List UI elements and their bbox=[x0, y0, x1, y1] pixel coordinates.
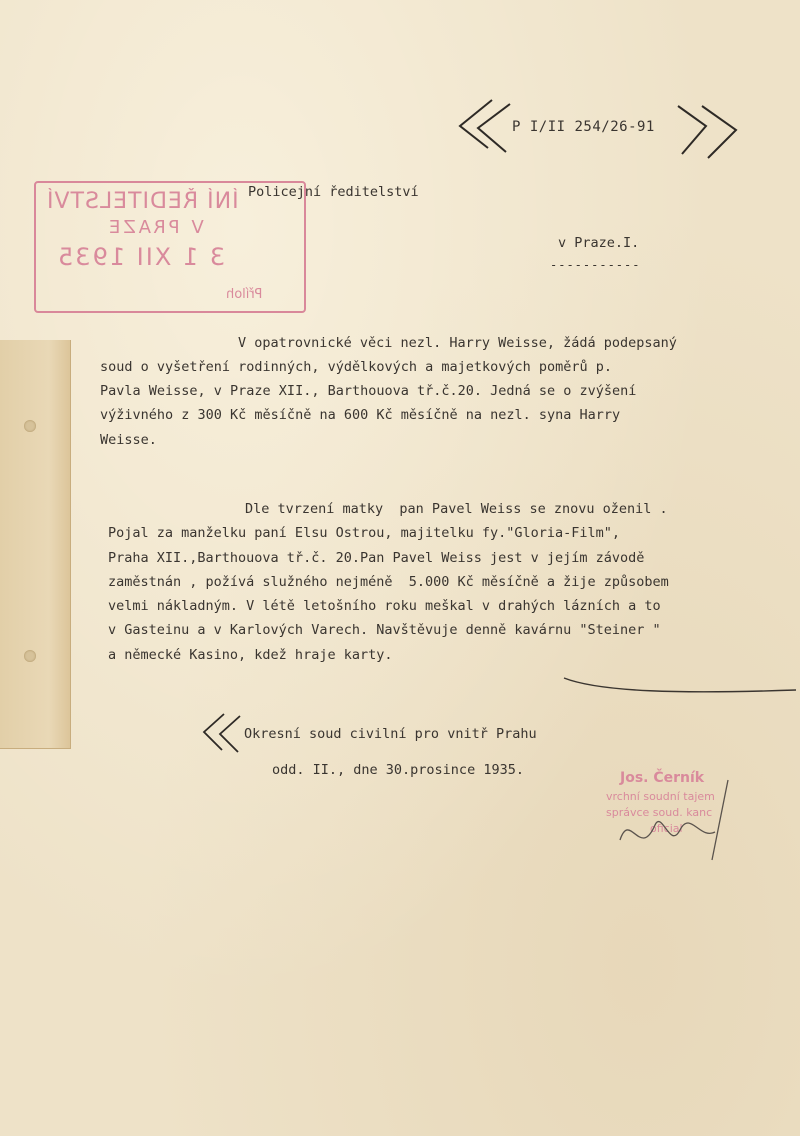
chevron-left-mark-icon bbox=[198, 710, 246, 754]
received-stamp bbox=[34, 181, 306, 313]
stamp-text: Jos. Černík bbox=[620, 770, 705, 786]
addressee-city: v Praze.I. bbox=[558, 235, 640, 251]
chevron-right-mark-icon bbox=[672, 100, 744, 162]
paper-clip-strip bbox=[0, 340, 71, 749]
text-line: Weisse. bbox=[100, 432, 157, 448]
court-date: odd. II., dne 30.prosince 1935. bbox=[272, 762, 524, 778]
underline-rule: ----------- bbox=[550, 258, 641, 272]
text-line: Pojal za manželku paní Elsu Ostrou, majitelku fy."Gloria-Film", bbox=[108, 525, 621, 541]
text-line: soud o vyšetření rodinných, výdělkových a majetkových poměrů p. bbox=[100, 359, 613, 375]
stamp-text: správce soud. kanc bbox=[606, 806, 713, 819]
addressee: Policejní ředitelství bbox=[248, 184, 419, 200]
stamp-text: vrchní soudní tajem bbox=[606, 790, 715, 803]
text-line: Dle tvrzení matky pan Pavel Weiss se znovu oženil . bbox=[245, 501, 668, 517]
signature-scribble bbox=[600, 770, 750, 870]
text-line: výživného z 300 Kč měsíčně na 600 Kč měsíčně na nezl. syna Harry bbox=[100, 407, 621, 423]
punch-hole bbox=[24, 650, 36, 662]
stamp-text: Příloh bbox=[226, 287, 263, 302]
reference-number: P I/II 254/26-91 bbox=[512, 119, 655, 135]
court-name: Okresní soud civilní pro vnitř Prahu bbox=[244, 726, 537, 742]
text-line: zaměstnán , požívá služného nejméně 5.000 Kč měsíčně a žije způsobem bbox=[108, 574, 669, 590]
stamp-text: V PRAZE bbox=[106, 217, 204, 238]
chevron-left-mark-icon bbox=[452, 96, 516, 156]
text-line: Pavla Weisse, v Praze XII., Barthouova tř.č.20. Jedná se o zvýšení bbox=[100, 383, 637, 399]
text-line: velmi nákladným. V létě letošního roku meškal v drahých lázních a to bbox=[108, 598, 661, 614]
pencil-underline-mark bbox=[560, 670, 800, 700]
stamp-text: ÍNÍ ŘEDITELSTVÍ bbox=[46, 189, 239, 214]
stamp-text: oficial bbox=[650, 822, 683, 835]
text-line: v Gasteinu a v Karlových Varech. Navštěvuje denně kavárnu "Steiner " bbox=[108, 622, 661, 638]
text-line: a německé Kasino, kdež hraje karty. bbox=[108, 647, 393, 663]
text-line: V opatrovnické věci nezl. Harry Weisse, žádá podepsaný bbox=[238, 335, 677, 351]
punch-hole bbox=[24, 420, 36, 432]
stamp-text: 3 1 XII 1935 bbox=[56, 243, 226, 271]
text-line: Praha XII.,Barthouova tř.č. 20.Pan Pavel Weiss jest v jejím závodě bbox=[108, 550, 645, 566]
